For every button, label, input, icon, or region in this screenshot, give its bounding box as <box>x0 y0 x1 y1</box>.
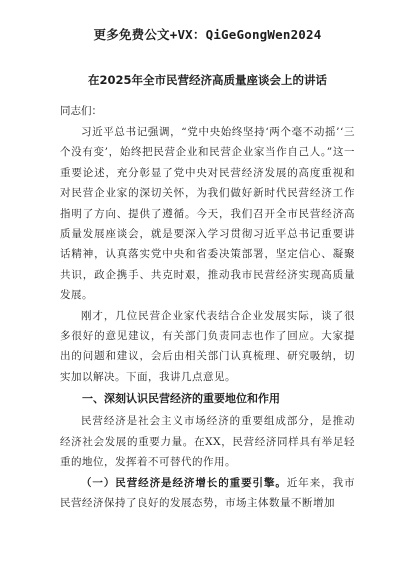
document-title: 在2025年全市民营经济高质量座谈会上的讲话 <box>87 73 327 87</box>
sub-section-1-paragraph <box>60 473 355 514</box>
promo-banner: 更多免费公文+VX：QiGeGongWen2024 <box>93 27 322 42</box>
section-1-paragraph: 民营经济是社会主义市场经济的重要组成部分，是推动经济社会发展的重要力量。在XX，民营经济同样具有举足轻重的地位，发挥着不可替代的作用。 <box>60 415 355 469</box>
paragraph-intro: 习近平总书记强调，“党中央始终坚持‘两个毫不动摇’‘三个没有变’，始终把民营企业和民营企业家当作自己人。”这一重要论述，充分彰显了党中央对民营经济发展的高度重视和对民营企业家的深切关怀，为我们做好新时代民营经济工作指明了方向、提供了遵循。今天，我们召开全市民营经济高质量发展座谈会，就是要深入学习贯彻习近平总书记重要讲话精神，认真落实党中央和省委决策部署，坚定信心、凝聚共识，政企携手、共克时艰，推动我市民营经济实现高质量发展。 <box>60 126 355 302</box>
salutation: 同志们： <box>60 105 102 117</box>
paragraph-remarks: 刚才，几位民营企业家代表结合企业发展实际，谈了很多很好的意见建议，有关部门负责同志也作了回应。大家提出的问题和建议，会后由相关部门认真梳理、研究吸纳，切实加以解决。下面，我讲几点意见。 <box>60 309 355 383</box>
sub-section-1-text: 近年来，我市民营经济保持了良好的发展态势，市场主体数量不断增加 <box>60 476 356 509</box>
section-heading-1: 一、深刻认识民营经济的重要地位和作用 <box>82 392 280 406</box>
sub-section-heading-1: （一）民营经济是经济增长的重要引擎。 <box>81 476 287 489</box>
